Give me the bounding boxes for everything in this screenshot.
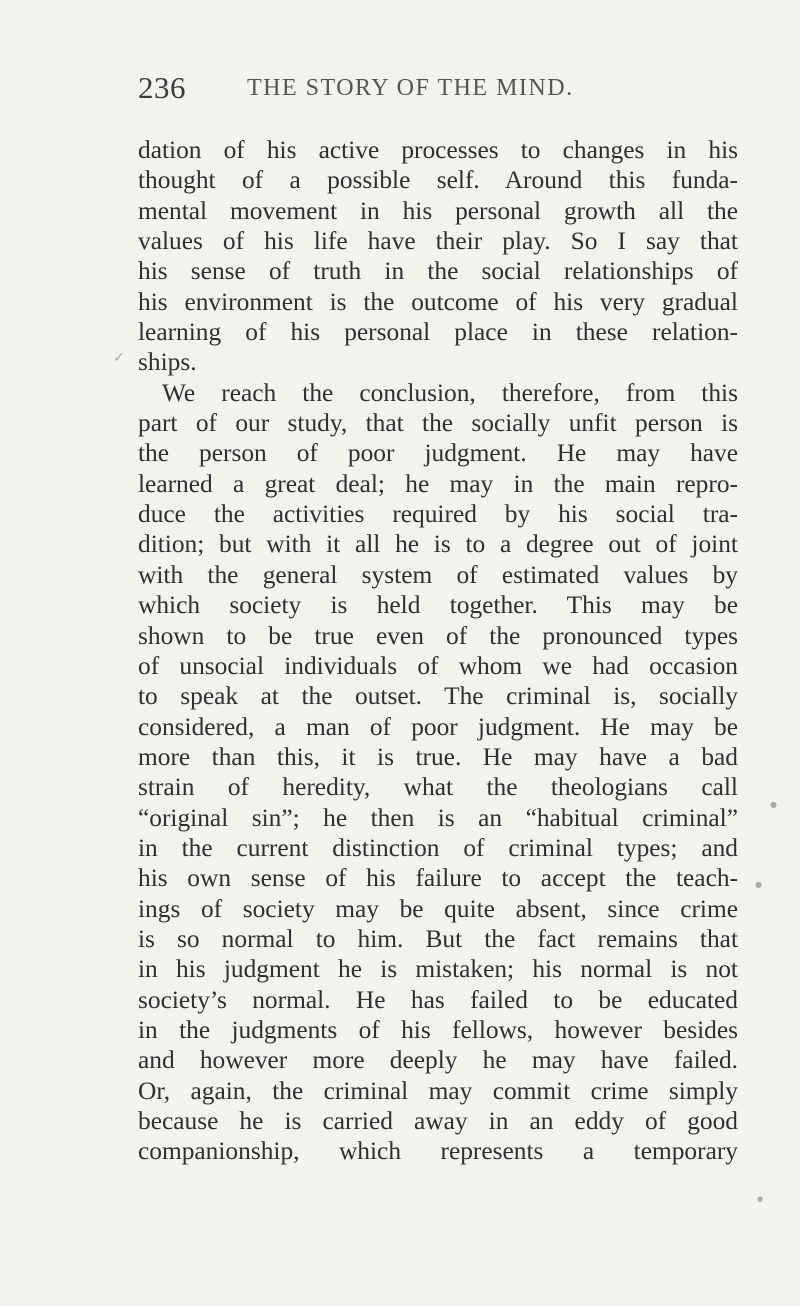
text-line: shown to be true even of the pronounced types xyxy=(138,621,738,650)
text-line: duce the activities required by his social tra- xyxy=(138,500,738,529)
text-line: in the current distinction of criminal types; and xyxy=(138,833,738,862)
text-line: dation of his active processes to changes in his xyxy=(138,136,738,164)
text-line: We reach the conclusion, therefore, from this xyxy=(162,378,738,407)
text-line: to speak at the outset. The criminal is, socially xyxy=(138,682,738,711)
text-line: the person of poor judgment. He may have xyxy=(138,439,738,468)
text-line: with the general system of estimated values by xyxy=(138,560,738,589)
margin-dot-mark: ● xyxy=(755,880,762,889)
paragraph-2 xyxy=(138,378,738,1167)
running-title: THE STORY OF THE MIND. xyxy=(247,75,574,101)
text-line: mental movement in his personal growth all the xyxy=(138,196,738,225)
text-line: his own sense of his failure to accept the teach- xyxy=(138,864,738,893)
text-line: which society is held together. This may be xyxy=(138,591,738,620)
page-number: 236 xyxy=(138,70,186,105)
text-line: companionship, which represents a temporary xyxy=(138,1137,738,1166)
text-line: in his judgment he is mistaken; his normal is not xyxy=(138,955,738,984)
text-line: thought of a possible self. Around this funda- xyxy=(138,166,738,195)
text-line: ings of society may be quite absent, since crime xyxy=(138,894,738,923)
text-line: learned a great deal; he may in the main repro- xyxy=(138,469,738,498)
text-line: is so normal to him. But the fact remains that xyxy=(138,924,738,953)
margin-dot-mark: ● xyxy=(757,1195,764,1203)
text-line: strain of heredity, what the theologians call xyxy=(138,773,738,802)
text-line: in the judgments of his fellows, however besides xyxy=(138,1015,738,1044)
text-line: “original sin”; he then is an “habitual criminal” xyxy=(138,803,738,832)
paragraph-1 xyxy=(138,135,738,378)
text-line: part of our study, that the socially unfit person is xyxy=(138,409,738,438)
text-line: of unsocial individuals of whom we had occasion xyxy=(138,651,738,680)
text-line: more than this, it is true. He may have a bad xyxy=(138,742,738,771)
text-line: considered, a man of poor judgment. He may be xyxy=(138,712,738,741)
running-header xyxy=(0,62,800,105)
margin-dot-mark: ● xyxy=(770,800,777,809)
text-line: and however more deeply he may have failed. xyxy=(138,1046,738,1075)
text-line: because he is carried away in an eddy of good xyxy=(138,1107,738,1135)
text-line: ships. xyxy=(138,348,197,377)
text-line: values of his life have their play. So I say that xyxy=(138,227,738,256)
text-line: his sense of truth in the social relationships of xyxy=(138,257,738,286)
text-line: dition; but with it all he is to a degree out of joint xyxy=(138,530,738,559)
text-line: Or, again, the criminal may commit crime simply xyxy=(138,1076,738,1105)
text-line: learning of his personal place in these relation- xyxy=(138,318,738,347)
body-text xyxy=(138,135,738,1167)
margin-check-mark: ✓ xyxy=(113,350,125,366)
text-line: his environment is the outcome of his very gradual xyxy=(138,287,738,316)
text-line: society’s normal. He has failed to be educated xyxy=(138,985,738,1014)
